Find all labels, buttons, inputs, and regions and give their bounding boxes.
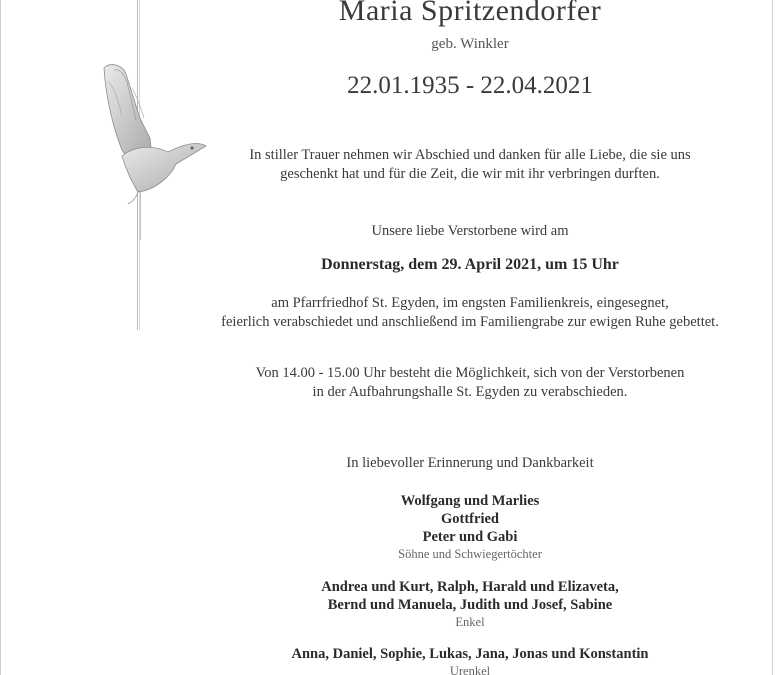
- viewing-details: [140, 364, 779, 402]
- deceased-name: Maria Spritzendorfer: [338, 0, 602, 27]
- family-great-grandchildren: [140, 645, 779, 675]
- family-role: Enkel: [455, 615, 485, 629]
- ceremony-details: [140, 294, 779, 332]
- family-grandchildren: [140, 578, 779, 630]
- farewell-line: In stiller Trauer nehmen wir Abschied und danken für alle Liebe, die sie uns: [249, 147, 691, 163]
- maiden-name: geb. Winkler: [431, 36, 509, 52]
- ceremony-line: feierlich verabschiedet und anschließend im Familiengrabe zur ewigen Ruhe gebettet.: [221, 314, 719, 330]
- farewell-line: geschenkt hat und für die Zeit, die wir mit ihr verbringen durften.: [280, 166, 660, 182]
- family-name-line: Andrea und Kurt, Ralph, Harald und Elizaveta,: [321, 579, 619, 595]
- ceremony-line: am Pfarrfriedhof St. Egyden, im engsten Familienkreis, eingesegnet,: [271, 295, 669, 311]
- family-name-line: Bernd und Manuela, Judith und Josef, Sabine: [327, 597, 613, 613]
- family-role: Urenkel: [449, 664, 491, 675]
- family-name-line: Anna, Daniel, Sophie, Lukas, Jana, Jonas und Konstantin: [291, 646, 649, 662]
- family-sons: [140, 492, 779, 562]
- farewell-text: [140, 146, 779, 184]
- closing-line: In liebevoller Erinnerung und Dankbarkeit: [346, 455, 594, 471]
- family-name-line: Gottfried: [441, 511, 499, 527]
- viewing-line: in der Aufbahrungshalle St. Egyden zu verabschieden.: [312, 384, 628, 400]
- ceremony-date: Donnerstag, dem 29. April 2021, um 15 Uhr: [321, 256, 619, 273]
- ceremony-intro: Unsere liebe Verstorbene wird am: [371, 223, 569, 239]
- family-name-line: Peter und Gabi: [422, 529, 518, 545]
- viewing-line: Von 14.00 - 15.00 Uhr besteht die Möglichkeit, sich von der Verstorbenen: [255, 365, 685, 381]
- family-role: Söhne und Schwiegertöchter: [398, 547, 542, 561]
- life-dates: 22.01.1935 - 22.04.2021: [347, 72, 593, 99]
- family-name-line: Wolfgang und Marlies: [400, 493, 540, 509]
